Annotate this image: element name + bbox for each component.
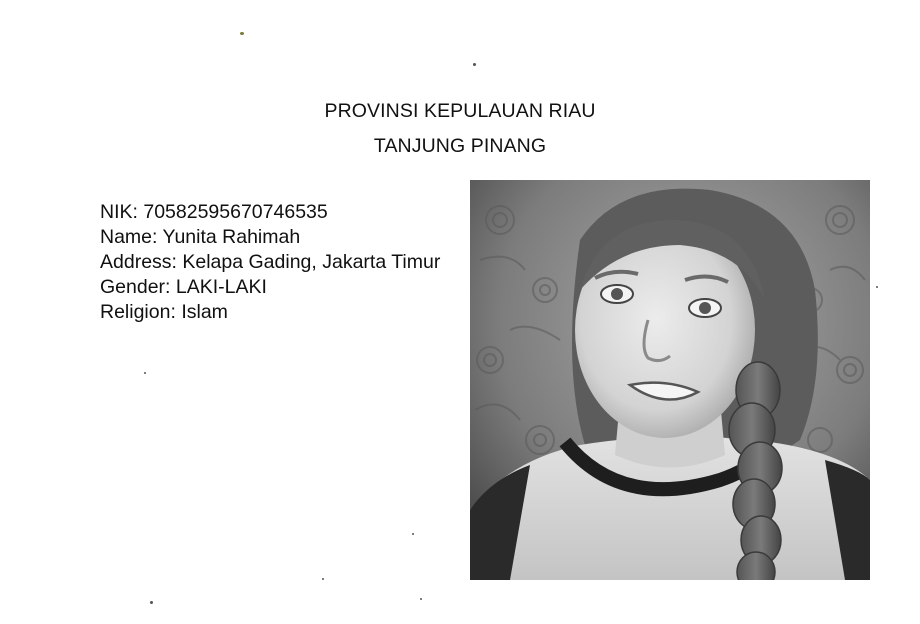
gender-label: Gender:: [100, 276, 171, 298]
nik-label: NIK:: [100, 201, 138, 223]
name-label: Name:: [100, 226, 158, 248]
nik-row: [100, 200, 440, 225]
paper-speck: [412, 533, 414, 535]
portrait-photo-icon: [470, 180, 870, 580]
address-row: [100, 250, 440, 275]
paper-speck: [876, 286, 878, 288]
religion-value: Islam: [181, 301, 228, 323]
province-heading: PROVINSI KEPULAUAN RIAU: [324, 100, 596, 122]
city-heading: TANJUNG PINANG: [373, 135, 547, 157]
paper-speck: [144, 372, 146, 374]
gender-row: [100, 275, 440, 300]
religion-label: Religion:: [100, 301, 176, 323]
identity-fields: [100, 200, 440, 325]
name-row: [100, 225, 440, 250]
paper-speck: [420, 598, 422, 600]
nik-value: 70582595670746535: [143, 201, 328, 223]
religion-row: [100, 300, 440, 325]
address-label: Address:: [100, 251, 177, 273]
paper-speck: [150, 601, 153, 604]
name-value: Yunita Rahimah: [162, 226, 301, 248]
address-value: Kelapa Gading, Jakarta Timur: [182, 251, 441, 273]
paper-speck: [240, 32, 244, 35]
portrait-photo: [470, 180, 870, 580]
paper-speck: [473, 63, 476, 66]
paper-speck: [322, 578, 324, 580]
gender-value: LAKI-LAKI: [175, 276, 267, 298]
